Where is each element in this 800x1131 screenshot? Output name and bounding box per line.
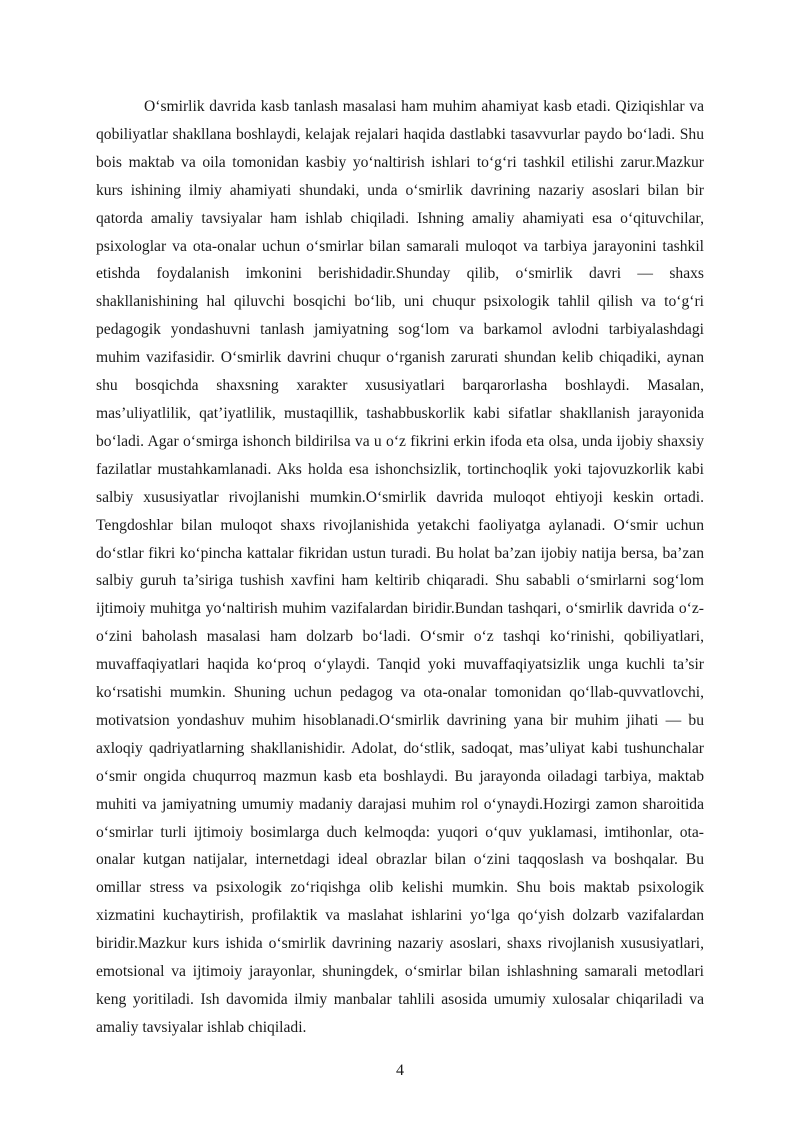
page-number: 4 — [396, 1062, 404, 1079]
body-paragraph: Oʻsmirlik davrida kasb tanlash masalasi ham muhim ahamiyat kasb etadi. Qiziqishlar va qobiliyatlar shakllana boshlaydi, kelajak rejalari haqida dastlabki tasavvurlar paydo boʻladi. Shu bois maktab va oila tomonidan kasbiy yoʻnaltirish ishlari toʻgʻri tashkil etilishi zarur.Mazkur kurs ishining ilmiy ahamiyati shundaki, unda oʻsmirlik davrining nazariy asoslari bilan bir qatorda amaliy tavsiyalar ham ishlab chiqiladi. Ishning amaliy ahamiyati esa oʻqituvchilar, psixologlar va ota-onalar uchun oʻsmirlar bilan samarali muloqot va tarbiya jarayonini tashkil etishda foydalanish imkonini berishidadir.Shunday qilib, oʻsmirlik davri — shaxs shakllanishining hal qiluvchi bosqichi boʻlib, uni chuqur psixologik tahlil qilish va toʻgʻri pedagogik yondashuvni tanlash jamiyatning sogʻlom va barkamol avlodni tarbiyalashdagi muhim vazifasidir. Oʻsmirlik davrini chuqur oʻrganish zarurati shundan kelib chiqadiki, aynan shu bosqichda shaxsning xarakter xususiyatlari barqarorlasha boshlaydi. Masalan, mas’uliyatlilik, qat’iyatlilik, mustaqillik, tashabbuskorlik kabi sifatlar shakllanish jarayonida boʻladi. Agar oʻsmirga ishonch bildirilsa va u oʻz fikrini erkin ifoda eta olsa, unda ijobiy shaxsiy fazilatlar mustahkamlanadi. Aks holda esa ishonchsizlik, tortinchoqlik yoki tajovuzkorlik kabi salbiy xususiyatlar rivojlanishi mumkin.Oʻsmirlik davrida muloqot ehtiyoji keskin ortadi. Tengdoshlar bilan muloqot shaxs rivojlanishida yetakchi faoliyatga aylanadi. Oʻsmir uchun doʻstlar fikri koʻpincha kattalar fikridan ustun turadi. Bu holat ba’zan ijobiy natija bersa, ba’zan salbiy guruh ta’siriga tushish xavfini ham keltirib chiqaradi. Shu sababli oʻsmirlarni sogʻlom ijtimoiy muhitga yoʻnaltirish muhim vazifalardan biridir.Bundan tashqari, oʻsmirlik davrida oʻz-oʻzini baholash masalasi ham dolzarb boʻladi. Oʻsmir oʻz tashqi koʻrinishi, qobiliyatlari, muvaffaqiyatlari haqida koʻproq oʻylaydi. Tanqid yoki muvaffaqiyatsizlik unga kuchli ta’sir koʻrsatishi mumkin. Shuning uchun pedagog va ota-onalar tomonidan qoʻllab-quvvatlovchi, motivatsion yondashuv muhim hisoblanadi.Oʻsmirlik davrining yana bir muhim jihati — bu axloqiy qadriyatlarning shakllanishidir. Adolat, doʻstlik, sadoqat, mas’uliyat kabi tushunchalar oʻsmir ongida chuqurroq mazmun kasb eta boshlaydi. Bu jarayonda oiladagi tarbiya, maktab muhiti va jamiyatning umumiy madaniy darajasi muhim rol oʻynaydi.Hozirgi zamon sharoitida oʻsmirlar turli ijtimoiy bosimlarga duch kelmoqda: yuqori oʻquv yuklamasi, imtihonlar, ota-onalar kutgan natijalar, internetdagi ideal obrazlar bilan oʻzini taqqoslash va boshqalar. Bu omillar stress va psixologik zoʻriqishga olib kelishi mumkin. Shu bois maktab psixologik xizmatini kuchaytirish, profilaktik va maslahat ishlarini yoʻlga qoʻyish dolzarb vazifalardan biridir.Mazkur kurs ishida oʻsmirlik davrining nazariy asoslari, shaxs rivojlanish xususiyatlari, emotsional va ijtimoiy jarayonlar, shuningdek, oʻsmirlar bilan ishlashning samarali metodlari keng yoritiladi. Ish davomida ilmiy manbalar tahlili asosida umumiy xulosalar chiqariladi va amaliy tavsiyalar ishlab chiqiladi. — [96, 98, 704, 1036]
